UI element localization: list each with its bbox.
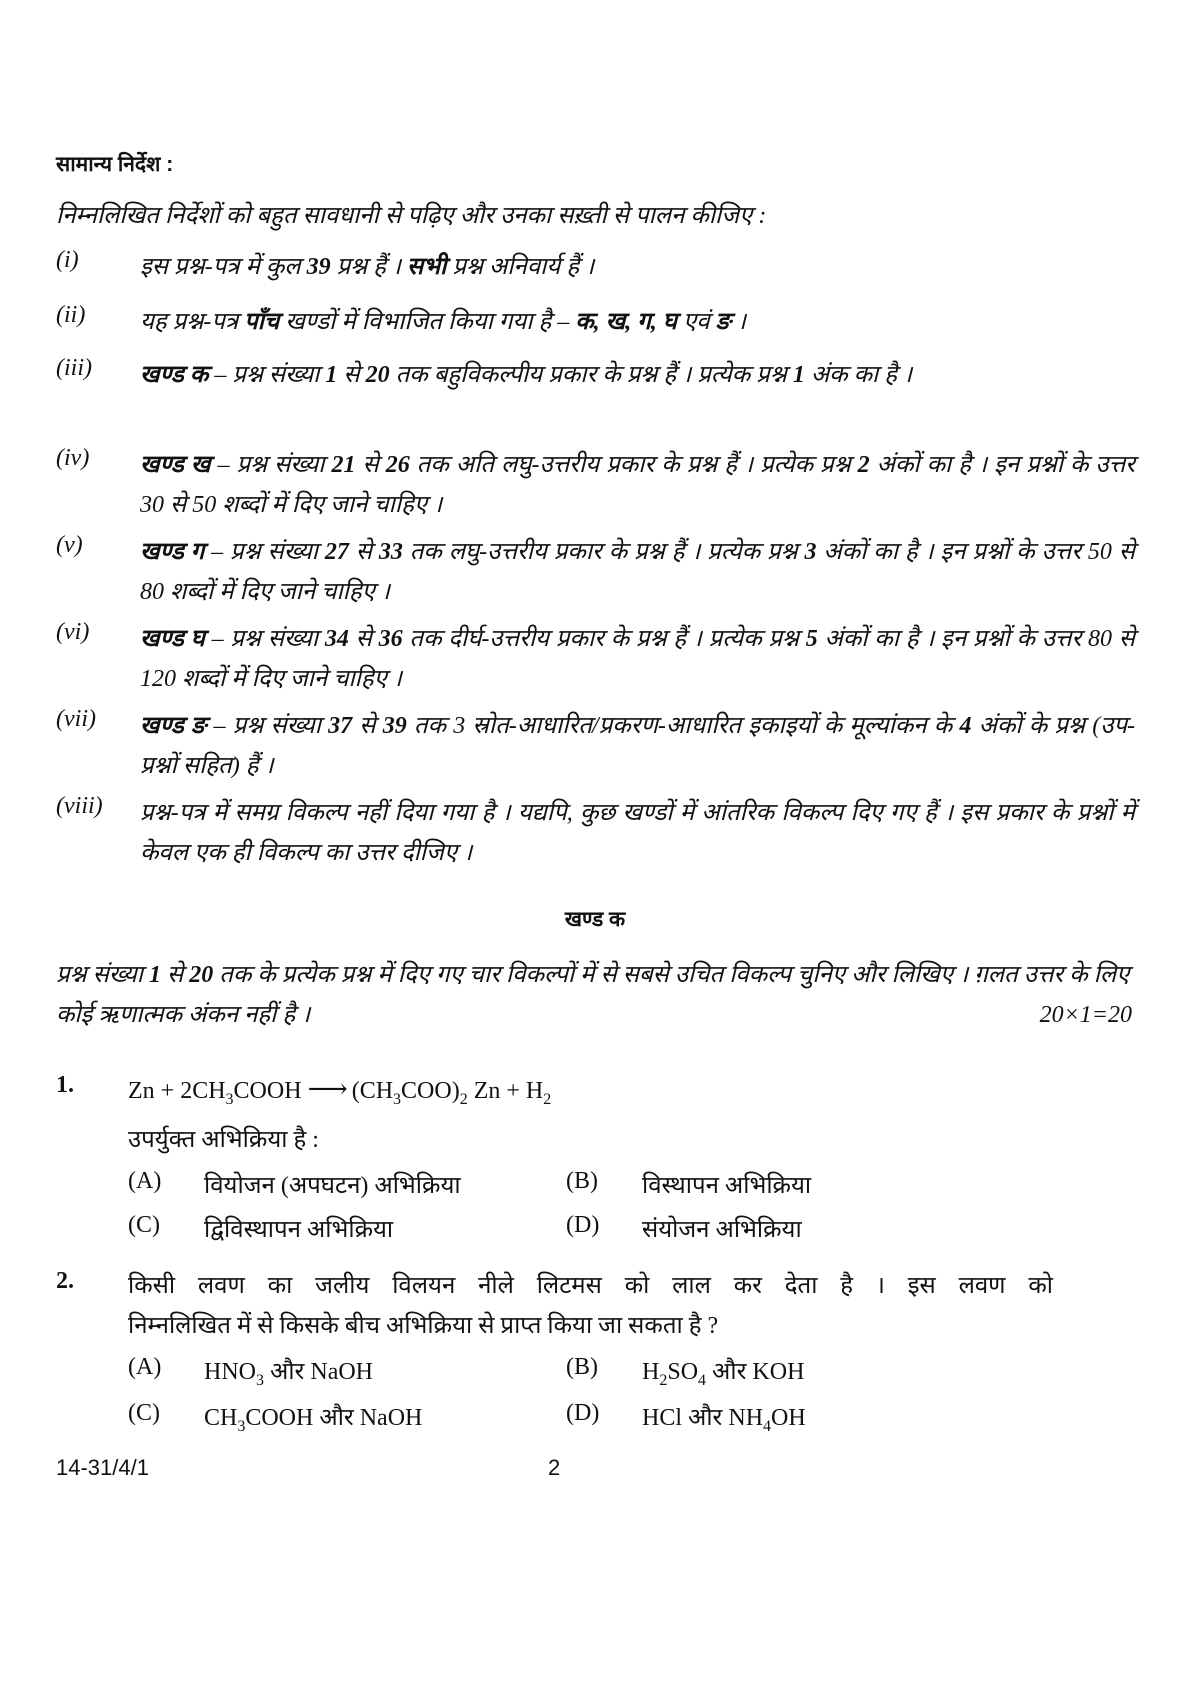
option-c[interactable]: (C) द्विविस्थापन अभिक्रिया xyxy=(128,1212,394,1243)
question-equation: $Zn + 2CH_3COOH$ ⟶ $(CH_3COO)_2$ $Zn + H_2$ xyxy=(128,1074,552,1108)
option-c[interactable]: (C) $CH_3COOH$ और NaOH xyxy=(128,1400,423,1435)
question-number: 2. xyxy=(56,1268,74,1294)
item-text: खण्ड ङ – प्रश्न संख्या 37 से 39 तक 3 स्रोत-आधारित/प्रकरण-आधारित इकाइयों के मूल्यांकन के 4 अंकों के प्रश्न (उप-प्रश्नों सहित) हैं । xyxy=(140,713,1135,779)
item-text: खण्ड घ – प्रश्न संख्या 34 से 36 तक दीर्घ-उत्तरीय प्रकार के प्रश्न हैं । प्रत्येक प्रश्न 5 अंकों का है । इन प्रश्नों के उत्तर 80 से 120 शब्दों में दिए जाने चाहिए । xyxy=(140,626,1135,692)
instructions-heading: सामान्य निर्देश : xyxy=(56,153,174,176)
item-number: (vii) xyxy=(56,706,96,732)
option-d[interactable]: (D) संयोजन अभिक्रिया xyxy=(566,1212,802,1243)
item-number: (iii) xyxy=(56,355,92,381)
item-text: यह प्रश्न-पत्र पाँच खण्डों में विभाजित किया गया है – क, ख, ग, घ एवं ङ । xyxy=(140,309,747,335)
item-text: खण्ड ग – प्रश्न संख्या 27 से 33 तक लघु-उत्तरीय प्रकार के प्रश्न हैं । प्रत्येक प्रश्न 3 अंकों का है । इन प्रश्नों के उत्तर 50 से 80 शब्दों में दिए जाने चाहिए । xyxy=(140,539,1136,605)
item-number: (iv) xyxy=(56,445,90,471)
item-text: खण्ड ख – प्रश्न संख्या 21 से 26 तक अति लघु-उत्तरीय प्रकार के प्रश्न हैं । प्रत्येक प्रश्न 2 अंकों का है । इन प्रश्नों के उत्तर 30 से 50 शब्दों में दिए जाने चाहिए । xyxy=(140,452,1135,518)
item-text: इस प्रश्न-पत्र में कुल 39 प्रश्न हैं । सभी प्रश्न अनिवार्य हैं । xyxy=(140,254,595,280)
section-marks: 20×1=20 xyxy=(1039,1002,1132,1028)
item-number: (vi) xyxy=(56,619,90,645)
item-number: (v) xyxy=(56,532,83,558)
question-number: 1. xyxy=(56,1072,74,1098)
section-title: खण्ड क xyxy=(564,908,626,931)
section-intro: प्रश्न संख्या 1 से 20 तक के प्रत्येक प्रश्न में दिए गए चार विकल्पों में से सबसे उचित विकल्प चुनिए और लिखिए । ग़लत उत्तर के लिए कोई ऋणात्मक अंकन नहीं है । xyxy=(56,962,1130,1028)
item-number: (viii) xyxy=(56,793,103,819)
item-text: खण्ड क – प्रश्न संख्या 1 से 20 तक बहुविकल्पीय प्रकार के प्रश्न हैं । प्रत्येक प्रश्न 1 अंक का है । xyxy=(140,362,913,388)
arrow-icon: ⟶ xyxy=(307,1074,346,1105)
question-stem: उपर्युक्त अभिक्रिया है : xyxy=(128,1127,319,1153)
question-stem-line-2: निम्नलिखित में से किसके बीच अभिक्रिया से प्राप्त किया जा सकता है ? xyxy=(128,1313,719,1339)
page-number: 2 xyxy=(548,1455,561,1480)
option-a[interactable]: (A) वियोजन (अपघटन) अभिक्रिया xyxy=(128,1168,461,1199)
instructions-intro: निम्नलिखित निर्देशों को बहुत सावधानी से पढ़िए और उनका सख़्ती से पालन कीजिए : xyxy=(56,203,767,229)
paper-code: 14-31/4/1 xyxy=(56,1455,149,1480)
question-stem-line-1: किसी लवण का जलीय विलयन नीले लिटमस को लाल कर देता है । इस लवण को xyxy=(128,1273,1053,1299)
option-d[interactable]: (D) HCl और $NH_4OH$ xyxy=(566,1400,806,1435)
option-b[interactable]: (B) विस्थापन अभिक्रिया xyxy=(566,1168,812,1199)
option-b[interactable]: (B) $H_2SO_4$ और KOH xyxy=(566,1354,805,1389)
option-a[interactable]: (A) $HNO_3$ और NaOH xyxy=(128,1354,374,1389)
item-text: प्रश्न-पत्र में समग्र विकल्प नहीं दिया गया है । यद्यपि, कुछ खण्डों में आंतरिक विकल्प दिए गए हैं । इस प्रकार के प्रश्नों में केवल एक ही विकल्प का उत्तर दीजिए । xyxy=(140,800,1135,866)
item-number: (i) xyxy=(56,247,79,273)
item-number: (ii) xyxy=(56,302,86,328)
